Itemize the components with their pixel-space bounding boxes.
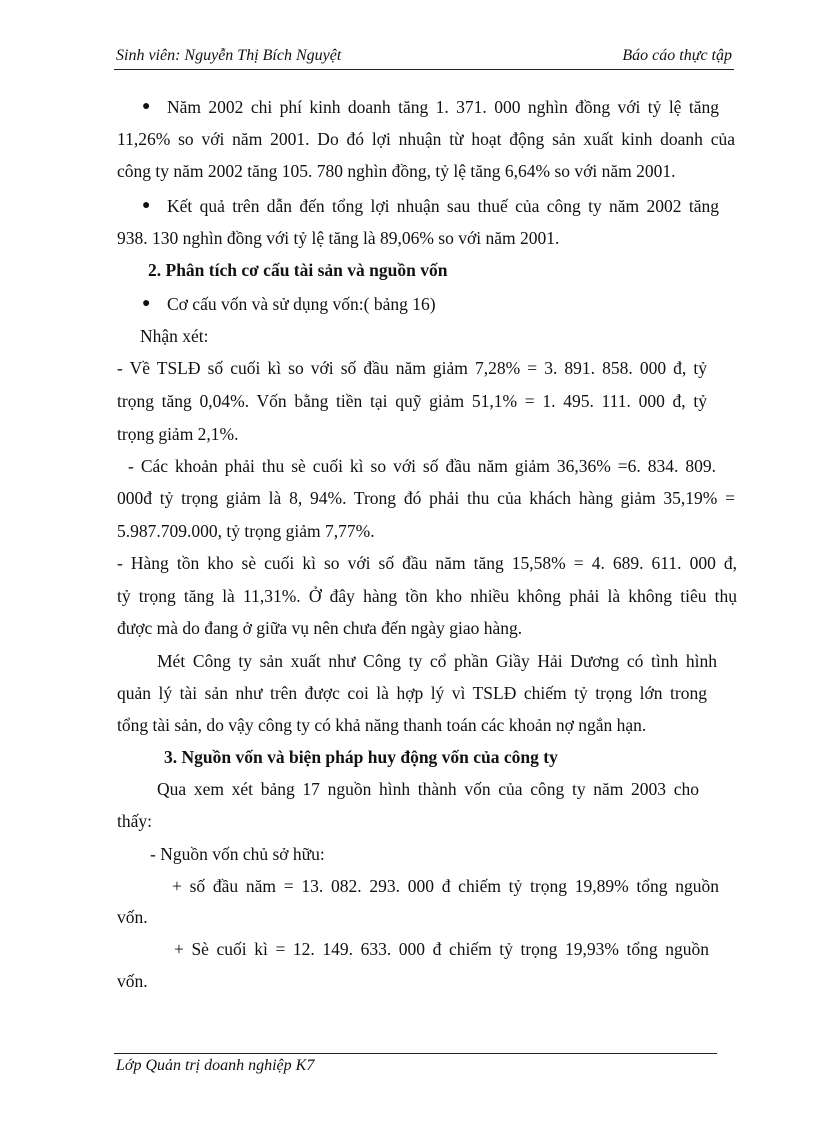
section-heading-3: 3. Nguồn vốn và biện pháp huy động vốn của công ty <box>164 747 558 767</box>
footer-divider <box>114 1053 717 1054</box>
paragraph-line: công ty năm 2002 tăng 105. 780 nghìn đồng, tỷ lệ tăng 6,64% so với năm 2001. <box>117 161 676 181</box>
paragraph-line: thấy: <box>117 811 152 831</box>
paragraph-line: Kết quả trên dẫn đến tổng lợi nhuận sau thuế của công ty năm 2002 tăng <box>167 196 719 216</box>
paragraph-line: - Hàng tồn kho sè cuối kì so với số đầu năm tăng 15,58% = 4. 689. 611. 000 đ, <box>117 553 737 573</box>
bullet-icon: ● <box>142 296 151 311</box>
paragraph-line: được mà do đang ở giữa vụ nên chưa đến ngày giao hàng. <box>117 618 523 638</box>
paragraph-line: tổng tài sản, do vậy công ty có khả năng thanh toán các khoản nợ ngắn hạn. <box>117 715 647 735</box>
paragraph-line: - Về TSLĐ số cuối kì so với số đầu năm giảm 7,28% = 3. 891. 858. 000 đ, tỷ <box>117 358 707 378</box>
bullet-icon: ● <box>142 99 151 114</box>
paragraph-line: Mét Công ty sản xuất như Công ty cổ phần Giầy Hải Dương có tình hình <box>157 651 717 671</box>
paragraph-line: 938. 130 nghìn đồng với tỷ lệ tăng là 89,06% so với năm 2001. <box>117 228 560 248</box>
paragraph-line: trọng tăng 0,04%. Vốn bằng tiền tại quỹ giảm 51,1% = 1. 495. 111. 000 đ, tỷ <box>117 391 707 411</box>
paragraph-line: Nhận xét: <box>140 326 209 346</box>
paragraph-line: Cơ cấu vốn và sử dụng vốn:( bảng 16) <box>167 294 436 314</box>
paragraph-line: 5.987.709.000, tỷ trọng giảm 7,77%. <box>117 521 375 541</box>
paragraph-line: vốn. <box>117 907 148 927</box>
paragraph-line: Năm 2002 chi phí kinh doanh tăng 1. 371. 000 nghìn đồng với tỷ lệ tăng <box>167 97 719 117</box>
paragraph-line: 11,26% so với năm 2001. Do đó lợi nhuận từ hoạt động sản xuất kinh doanh của <box>117 129 735 149</box>
paragraph-line: + Sè cuối kì = 12. 149. 633. 000 đ chiếm tỷ trọng 19,93% tổng nguồn <box>174 939 709 959</box>
section-heading-2: 2. Phân tích cơ cấu tài sản và nguồn vốn <box>148 260 448 280</box>
page-footer: Lớp Quản trị doanh nghiệp K7 <box>116 1057 315 1074</box>
paragraph-line: + số đầu năm = 13. 082. 293. 000 đ chiếm tỷ trọng 19,89% tổng nguồn <box>172 876 719 896</box>
paragraph-line: quản lý tài sản như trên được coi là hợp lý vì TSLĐ chiếm tỷ trọng lớn trong <box>117 683 707 703</box>
paragraph-line: tỷ trọng tăng là 11,31%. Ở đây hàng tồn kho nhiều không phải là không tiêu thụ <box>117 586 737 606</box>
paragraph-line: vốn. <box>117 971 148 991</box>
paragraph-line: Qua xem xét bảng 17 nguồn hình thành vốn của công ty năm 2003 cho <box>157 779 699 799</box>
header-report-title: Báo cáo thực tập <box>622 47 732 64</box>
paragraph-line: trọng giảm 2,1%. <box>117 424 239 444</box>
bullet-icon: ● <box>142 198 151 213</box>
paragraph-line: - Nguồn vốn chủ sở hữu: <box>150 844 325 864</box>
paragraph-line: - Các khoản phải thu sè cuối kì so với số đầu năm giảm 36,36% =6. 834. 809. <box>128 456 716 476</box>
header-student-name: Sinh viên: Nguyễn Thị Bích Nguyệt <box>116 47 342 64</box>
paragraph-line: 000đ tỷ trọng giảm là 8, 94%. Trong đó phải thu của khách hàng giảm 35,19% = <box>117 488 735 508</box>
